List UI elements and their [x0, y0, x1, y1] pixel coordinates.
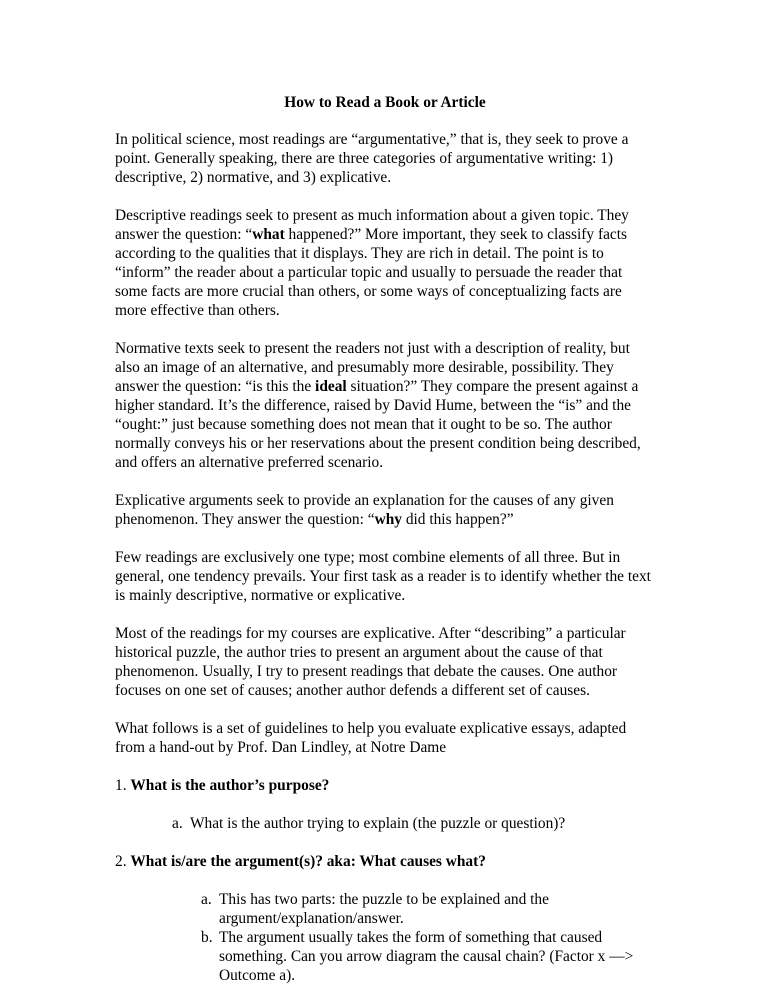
question-2-block: [115, 852, 655, 985]
question-2-list: [115, 890, 655, 985]
normative-paragraph: Normative texts seek to present the readers not just with a description of reality, but also an image of an alternative, and presumably more desirable, possibility. They answer the question: “is this the ideal situation?” They compare the present against a higher standard. It’s the difference, raised by David Hume, between the “is” and the “ought:” just because something does not mean that it ought to be so. The author normally conveys his or her reservations about the present condition being described, and offers an alternative preferred scenario.: [115, 340, 641, 471]
explicative-paragraph: Explicative arguments seek to provide an explanation for the causes of any given phenomenon. They answer the question: “why did this happen?”: [115, 492, 614, 528]
descriptive-paragraph: Descriptive readings seek to present as much information about a given topic. They answer the question: “what happened?” More important, they seek to classify facts according to the qualities that it displays. They are rich in detail. The point is to “inform” the reader about a particular topic and usually to persuade the reader that some facts are more crucial than others, or some ways of conceptualizing facts are more effective than others.: [115, 207, 629, 319]
question-1: [115, 776, 655, 795]
list-item-text: The argument usually takes the form of something that caused something. Can you arrow diagram the causal chain? (Factor x —> Outcome a).: [219, 929, 634, 984]
list-marker: a.: [172, 815, 183, 832]
intro-paragraph: In political science, most readings are “argumentative,” that is, they seek to prove a point. Generally speaking, there are three categories of argumentative writing: 1) descriptive, 2) normative, and 3) explicative.: [115, 131, 629, 186]
question-2: [115, 852, 655, 871]
list-marker: a.: [201, 891, 212, 908]
most-readings-paragraph: Most of the readings for my courses are explicative. After “describing” a particular historical puzzle, the author tries to present an argument about the cause of that phenomenon. Usually, I try to present readings that debate the causes. One author focuses on one set of causes; another author defends a different set of causes.: [115, 625, 626, 699]
list-marker: b.: [201, 929, 213, 946]
list-item-text: What is the author trying to explain (the puzzle or question)?: [190, 815, 566, 832]
list-item: [201, 890, 655, 928]
question-1-number: 1.: [115, 777, 131, 794]
list-item: [172, 814, 655, 833]
list-item-text: This has two parts: the puzzle to be explained and the argument/explanation/answer.: [219, 891, 549, 927]
guidelines-intro-paragraph: What follows is a set of guidelines to help you evaluate explicative essays, adapted from a hand-out by Prof. Dan Lindley, at Notre Dame: [115, 720, 627, 756]
document-title: How to Read a Book or Article: [284, 94, 486, 111]
document-body: [115, 93, 655, 1004]
question-1-heading: What is the author’s purpose?: [130, 777, 330, 794]
question-2-heading: What is/are the argument(s)? aka: What causes what?: [130, 853, 486, 870]
list-item: [201, 928, 655, 985]
question-1-list: [115, 814, 655, 833]
few-readings-paragraph: Few readings are exclusively one type; most combine elements of all three. But in general, one tendency prevails. Your first task as a reader is to identify whether the text is mainly descriptive, normative or explicative.: [115, 549, 651, 604]
question-2-number: 2.: [115, 853, 131, 870]
